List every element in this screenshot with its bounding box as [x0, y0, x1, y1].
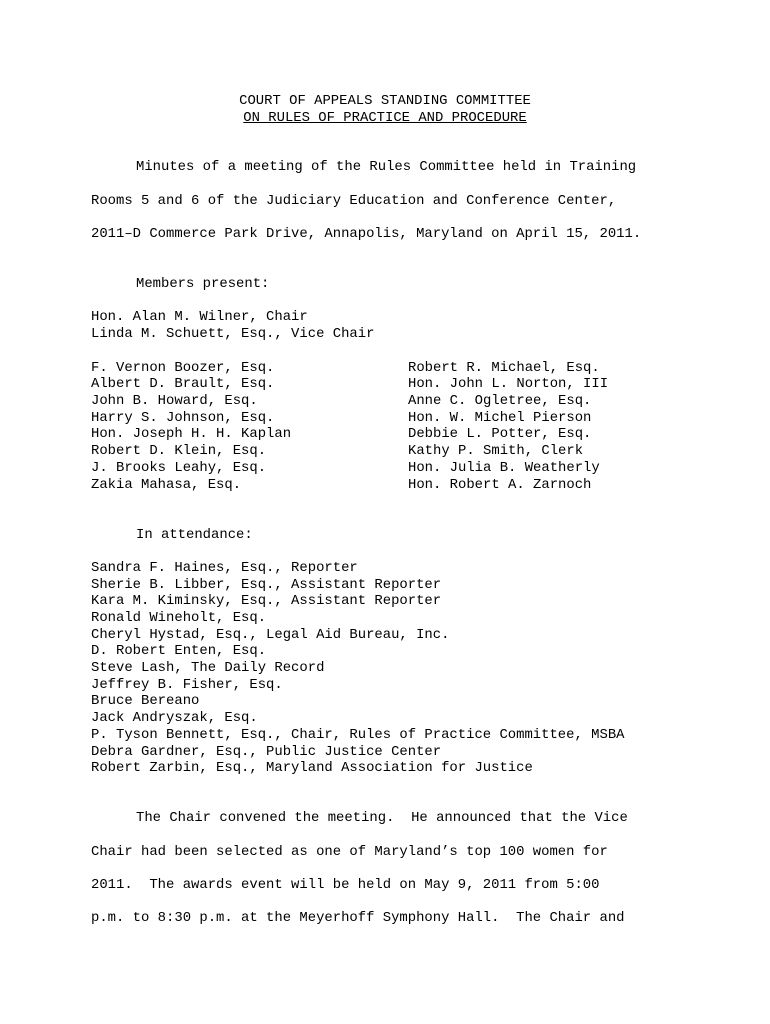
member-right: Hon. John L. Norton, III [408, 376, 609, 392]
attendee: Kara M. Kiminsky, Esq., Assistant Reporter [91, 593, 442, 609]
attendee: Steve Lash, The Daily Record [91, 660, 325, 676]
member-left: John B. Howard, Esq. [91, 393, 258, 409]
attendee: Jack Andryszak, Esq. [91, 710, 258, 726]
intro-line-1: Minutes of a meeting of the Rules Committee held in Training [136, 159, 637, 175]
members-heading: Members present: [136, 276, 270, 292]
member-right: Anne C. Ogletree, Esq. [408, 393, 592, 409]
member-right: Kathy P. Smith, Clerk [408, 443, 584, 459]
attendance-heading: In attendance: [136, 527, 253, 543]
member-right: Debbie L. Potter, Esq. [408, 426, 592, 442]
member-right: Hon. Julia B. Weatherly [408, 460, 600, 476]
member-left: J. Brooks Leahy, Esq. [91, 460, 267, 476]
member-left: Zakia Mahasa, Esq. [91, 477, 242, 493]
member-right: Robert R. Michael, Esq. [408, 360, 600, 376]
attendee: D. Robert Enten, Esq. [91, 643, 267, 659]
member-left: Albert D. Brault, Esq. [91, 376, 275, 392]
heading-line-2 [0, 110, 770, 127]
attendee: P. Tyson Bennett, Esq., Chair, Rules of Practice Committee, MSBA [91, 727, 625, 743]
member-left: F. Vernon Boozer, Esq. [91, 360, 275, 376]
attendee: Bruce Bereano [91, 693, 200, 709]
heading-line-2-text: ON RULES OF PRACTICE AND PROCEDURE [243, 110, 527, 126]
member-right: Hon. Robert A. Zarnoch [408, 477, 592, 493]
heading-line-1: COURT OF APPEALS STANDING COMMITTEE [239, 93, 531, 109]
attendee: Jeffrey B. Fisher, Esq. [91, 677, 283, 693]
member-right: Hon. W. Michel Pierson [408, 410, 592, 426]
body-line-4: p.m. to 8:30 p.m. at the Meyerhoff Symphony Hall. The Chair and [91, 910, 625, 926]
attendee: Ronald Wineholt, Esq. [91, 610, 267, 626]
intro-line-2: Rooms 5 and 6 of the Judiciary Education and Conference Center, [91, 193, 617, 209]
attendee: Robert Zarbin, Esq., Maryland Association for Justice [91, 760, 533, 776]
member-left: Harry S. Johnson, Esq. [91, 410, 275, 426]
intro-line-3: 2011–D Commerce Park Drive, Annapolis, Maryland on April 15, 2011. [91, 226, 642, 242]
body-line-1: The Chair convened the meeting. He announced that the Vice [136, 810, 628, 826]
attendee: Sandra F. Haines, Esq., Reporter [91, 560, 358, 576]
attendee: Cheryl Hystad, Esq., Legal Aid Bureau, Inc. [91, 627, 450, 643]
attendee: Sherie B. Libber, Esq., Assistant Reporter [91, 577, 442, 593]
member-left: Hon. Joseph H. H. Kaplan [91, 426, 292, 442]
officer-vice-chair: Linda M. Schuett, Esq., Vice Chair [91, 326, 375, 342]
body-line-3: 2011. The awards event will be held on May 9, 2011 from 5:00 [91, 877, 600, 893]
officer-chair: Hon. Alan M. Wilner, Chair [91, 309, 308, 325]
body-line-2: Chair had been selected as one of Maryland’s top 100 women for [91, 844, 608, 860]
member-left: Robert D. Klein, Esq. [91, 443, 267, 459]
attendee: Debra Gardner, Esq., Public Justice Center [91, 744, 442, 760]
